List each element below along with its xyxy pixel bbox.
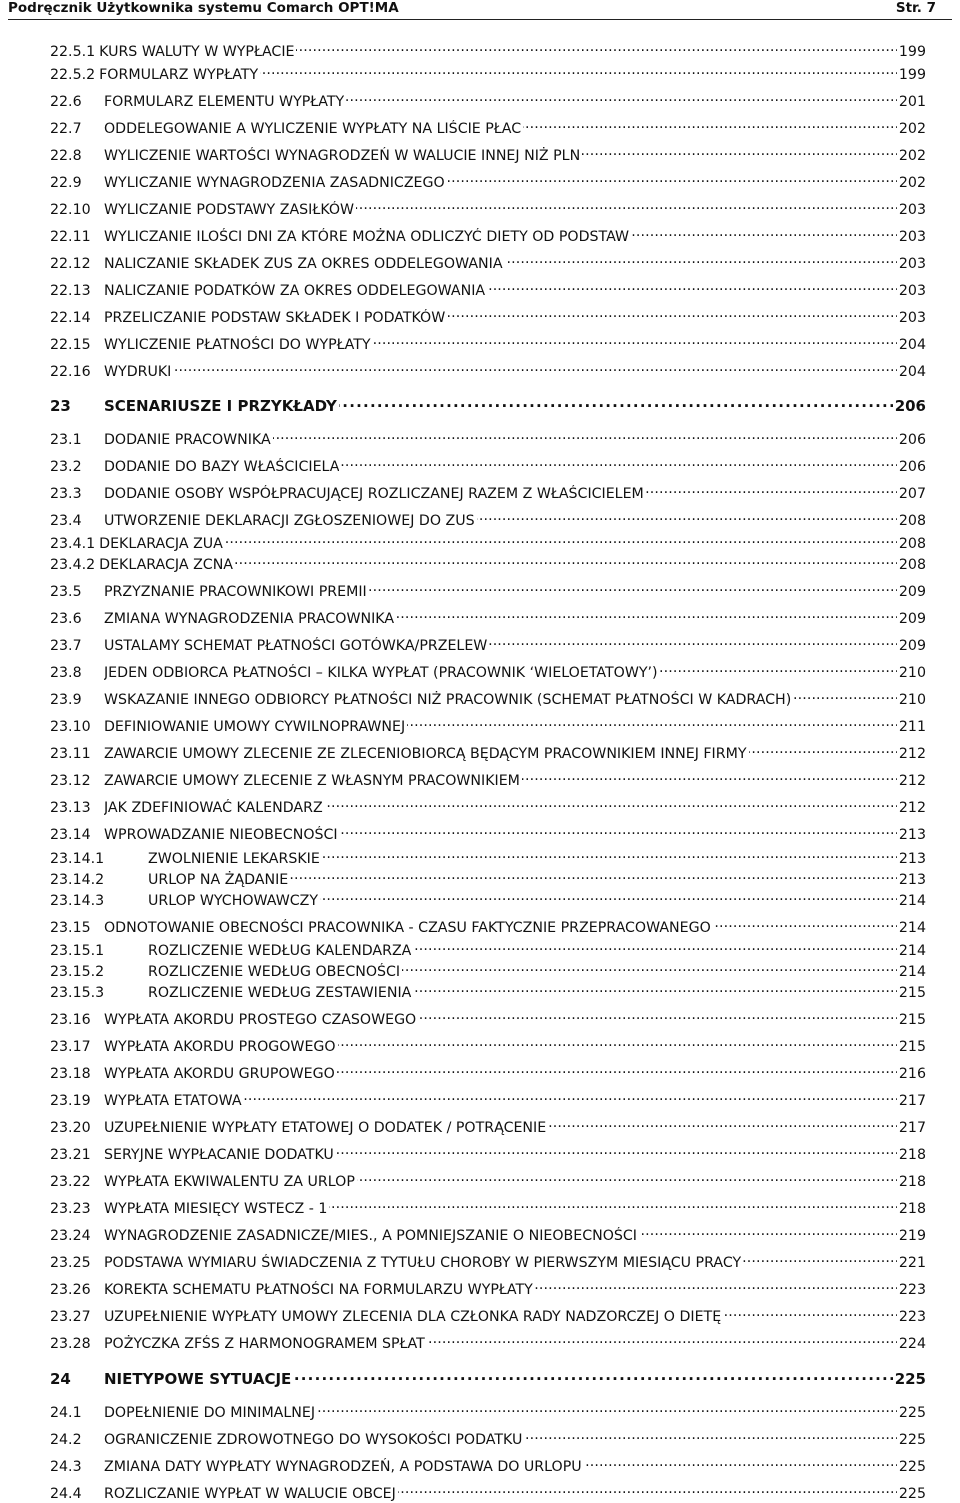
toc-entry-title: WYPŁATA AKORDU GRUPOWEGO xyxy=(104,1066,335,1082)
toc-entry-title: SERYJNE WYPŁACANIE DODATKU xyxy=(104,1147,334,1163)
toc-entry-number: 22.8 xyxy=(50,148,82,164)
toc-entry-page: 214 xyxy=(898,893,926,909)
toc-entry-title: WYPŁATA AKORDU PROGOWEGO xyxy=(104,1039,336,1055)
toc-entry-page: 209 xyxy=(898,584,926,600)
toc-entry-number: 23.26 xyxy=(50,1282,91,1298)
toc-entry-number: 22.11 xyxy=(50,229,91,245)
toc-entry-page: 203 xyxy=(898,310,926,326)
toc-entry[interactable] xyxy=(50,845,926,867)
toc-entry-title: JAK ZDEFINIOWAĆ KALENDARZ xyxy=(104,800,323,816)
toc-entry[interactable] xyxy=(50,551,926,573)
dot-leader xyxy=(660,659,897,677)
dot-leader xyxy=(357,1168,897,1186)
dot-leader xyxy=(396,605,897,623)
toc-entry[interactable] xyxy=(50,1276,926,1298)
toc-entry-number: 23.16 xyxy=(50,1012,91,1028)
toc-entry-number: 23.15 xyxy=(50,920,91,936)
toc-entry-page: 219 xyxy=(898,1228,926,1244)
toc-entry-page: 202 xyxy=(898,121,926,137)
toc-entry-title: PRZELICZANIE PODSTAW SKŁADEK I PODATKÓW xyxy=(104,310,446,326)
toc-entry-number: 23.22 xyxy=(50,1174,91,1190)
toc-entry-page: 209 xyxy=(898,611,926,627)
toc-entry-number: 22.7 xyxy=(50,121,82,137)
toc-entry[interactable] xyxy=(50,659,926,681)
toc-entry-number: 23.3 xyxy=(50,486,82,502)
toc-entry-page: 206 xyxy=(898,459,926,475)
toc-entry[interactable] xyxy=(50,937,926,959)
toc-entry[interactable] xyxy=(50,393,926,415)
toc-entry-page: 209 xyxy=(898,638,926,654)
toc-entry-title: WYDRUKI xyxy=(104,364,172,380)
toc-entry-page: 225 xyxy=(898,1486,926,1502)
toc-entry-page: 225 xyxy=(898,1432,926,1448)
dot-leader xyxy=(296,38,896,56)
toc-entry[interactable] xyxy=(50,1114,926,1136)
toc-entry-page: 212 xyxy=(898,773,926,789)
toc-entry-page: 218 xyxy=(898,1174,926,1190)
toc-entry[interactable] xyxy=(50,426,926,448)
toc-entry[interactable] xyxy=(50,713,926,735)
toc-entry[interactable] xyxy=(50,1087,926,1109)
toc-entry-number: 23.8 xyxy=(50,665,82,681)
dot-leader xyxy=(477,507,897,525)
toc-entry[interactable] xyxy=(50,632,926,654)
toc-entry[interactable] xyxy=(50,1168,926,1190)
toc-entry-title: ZWOLNIENIE LEKARSKIE xyxy=(148,851,320,867)
toc-entry-number: 23.10 xyxy=(50,719,91,735)
toc-entry-title: WYLICZENIE WARTOŚCI WYNAGRODZEŃ W WALUCIE INNEJ NIŻ PLN xyxy=(104,148,581,164)
toc-entry-page: 218 xyxy=(898,1201,926,1217)
toc-entry-page: 215 xyxy=(898,1012,926,1028)
toc-entry[interactable] xyxy=(50,38,926,60)
toc-entry-title: WYNAGRODZENIE ZASADNICZE/MIES., A POMNIEJSZANIE O NIEOBECNOŚCI xyxy=(104,1228,637,1244)
dot-leader xyxy=(338,1033,897,1051)
toc-entry[interactable] xyxy=(50,887,926,909)
toc-entry-number: 23.14.1 xyxy=(50,851,105,867)
toc-entry-title: NALICZANIE SKŁADEK ZUS ZA OKRES ODDELEGOWANIA xyxy=(104,256,503,272)
toc-entry-title: PODSTAWA WYMIARU ŚWIADCZENIA Z TYTUŁU CHOROBY W PIERWSZYM MIESIĄCU PRACY xyxy=(104,1255,742,1271)
dot-leader xyxy=(413,937,897,955)
toc-entry-title: WYLICZANIE ILOŚCI DNI ZA KTÓRE MOŻNA ODLICZYĆ DIETY OD PODSTAW xyxy=(104,229,630,245)
toc-entry-title: ZAWARCIE UMOWY ZLECENIE ZE ZLECENIOBIORCĄ BĘDĄCYM PRACOWNIKIEM INNEJ FIRMY xyxy=(104,746,747,762)
toc-entry-number: 23.7 xyxy=(50,638,82,654)
toc-entry-page: 210 xyxy=(898,665,926,681)
toc-entry-title: WPROWADZANIE NIEOBECNOŚCI xyxy=(104,827,338,843)
toc-entry[interactable] xyxy=(50,1426,926,1448)
toc-entry-number: 23.6 xyxy=(50,611,82,627)
toc-entry-title: POŻYCZKA ZFŚS Z HARMONOGRAMEM SPŁAT xyxy=(104,1336,425,1352)
toc-entry-number: 23.14.2 xyxy=(50,872,105,888)
dot-leader xyxy=(235,551,897,569)
toc-entry-number: 23.2 xyxy=(50,459,82,475)
toc-entry-number: 23.5 xyxy=(50,584,82,600)
dot-leader xyxy=(244,1087,897,1105)
toc-entry-number: 23.12 xyxy=(50,773,91,789)
dot-leader xyxy=(523,115,897,133)
toc-entry-page: 203 xyxy=(898,202,926,218)
toc-entry-title: WYLICZANIE WYNAGRODZENIA ZASADNICZEGO xyxy=(104,175,445,191)
toc-entry-title: WSKAZANIE INNEGO ODBIORCY PŁATNOŚCI NIŻ PRACOWNIK (SCHEMAT PŁATNOŚCI W KADRACH) xyxy=(104,692,792,708)
toc-entry[interactable] xyxy=(50,821,926,843)
toc-entry-number: 23.15.1 xyxy=(50,943,105,959)
toc-entry[interactable] xyxy=(50,1033,926,1055)
toc-entry-title: WYPŁATA ETATOWA xyxy=(104,1093,242,1109)
toc-entry-page: 206 xyxy=(898,432,926,448)
dot-leader xyxy=(639,1222,897,1240)
toc-entry-number: 23.27 xyxy=(50,1309,91,1325)
toc-entry[interactable] xyxy=(50,142,926,164)
dot-leader xyxy=(173,358,897,376)
toc-entry-title: SCENARIUSZE I PRZYKŁADY xyxy=(104,397,337,415)
toc-entry-title: ROZLICZENIE WEDŁUG OBECNOŚCI xyxy=(148,964,401,980)
toc-entry[interactable] xyxy=(50,767,926,789)
toc-entry-page: 214 xyxy=(898,964,926,980)
toc-entry-title: NALICZANIE PODATKÓW ZA OKRES ODDELEGOWANIA xyxy=(104,283,486,299)
toc-entry[interactable] xyxy=(50,250,926,272)
toc-entry-number: 23.25 xyxy=(50,1255,91,1271)
page-number: Str. 7 xyxy=(895,0,936,16)
toc-entry-number: 22.15 xyxy=(50,337,91,353)
toc-entry-title: DODANIE DO BAZY WŁAŚCICIELA xyxy=(104,459,340,475)
toc-entry-page: 217 xyxy=(898,1093,926,1109)
dot-leader xyxy=(723,1303,897,1321)
toc-entry-page: 204 xyxy=(898,337,926,353)
toc-entry[interactable] xyxy=(50,304,926,326)
toc-entry-number: 23.4.2 xyxy=(50,557,96,573)
toc-entry-number: 23.11 xyxy=(50,746,91,762)
toc-entry-page: 224 xyxy=(898,1336,926,1352)
toc-entry[interactable] xyxy=(50,453,926,475)
dot-leader xyxy=(749,740,897,758)
toc-entry-title: PRZYZNANIE PRACOWNIKOWI PREMII xyxy=(104,584,367,600)
toc-entry-page: 213 xyxy=(898,851,926,867)
toc-entry[interactable] xyxy=(50,1006,926,1028)
toc-entry-number: 23.15.2 xyxy=(50,964,105,980)
toc-entry[interactable] xyxy=(50,1480,926,1502)
dot-leader xyxy=(447,304,897,322)
toc-entry-title: ZMIANA DATY WYPŁATY WYNAGRODZEŃ, A PODSTAWA DO URLOPU xyxy=(104,1459,582,1475)
toc-entry[interactable] xyxy=(50,1366,926,1388)
toc-entry-number: 23 xyxy=(50,397,71,415)
toc-entry-number: 22.5.1 xyxy=(50,44,96,60)
dot-leader xyxy=(407,713,897,731)
toc-entry-number: 24.2 xyxy=(50,1432,82,1448)
dot-leader xyxy=(273,426,897,444)
toc-entry-number: 24.4 xyxy=(50,1486,82,1502)
toc-entry-title: DODANIE OSOBY WSPÓŁPRACUJĄCEJ ROZLICZANEJ RAZEM Z WŁAŚCICIELEM xyxy=(104,486,644,502)
toc-entry[interactable] xyxy=(50,480,926,502)
toc-entry-title: UZUPEŁNIENIE WYPŁATY UMOWY ZLECENIA DLA CZŁONKA RADY NADZORCZEJ O DIETĘ xyxy=(104,1309,722,1325)
toc-entry[interactable] xyxy=(50,1060,926,1082)
toc-entry-number: 24 xyxy=(50,1370,71,1388)
toc-entry-title: FORMULARZ WYPŁATY xyxy=(99,67,259,83)
toc-entry-title: ROZLICZENIE WEDŁUG ZESTAWIENIA xyxy=(148,985,412,1001)
toc-entry-page: 225 xyxy=(898,1459,926,1475)
toc-entry-title: KURS WALUTY W WYPŁACIE xyxy=(99,44,295,60)
toc-entry[interactable] xyxy=(50,1195,926,1217)
dot-leader xyxy=(290,866,897,884)
toc-entry-page: 203 xyxy=(898,256,926,272)
toc-entry-title: ROZLICZENIE WEDŁUG KALENDARZA xyxy=(148,943,412,959)
toc-entry-page: 202 xyxy=(898,148,926,164)
toc-entry-page: 203 xyxy=(898,229,926,245)
toc-entry-number: 22.14 xyxy=(50,310,91,326)
toc-entry-number: 23.17 xyxy=(50,1039,91,1055)
dot-leader xyxy=(413,979,897,997)
dot-leader xyxy=(584,1453,897,1471)
dot-leader xyxy=(522,767,897,785)
toc-entry-title: DOPEŁNIENIE DO MINIMALNEJ xyxy=(104,1405,316,1421)
dot-leader xyxy=(402,958,897,976)
dot-leader xyxy=(325,794,897,812)
toc-entry-number: 23.9 xyxy=(50,692,82,708)
toc-entry-number: 23.24 xyxy=(50,1228,91,1244)
dot-leader xyxy=(548,1114,897,1132)
toc-entry-page: 215 xyxy=(898,1039,926,1055)
dot-leader xyxy=(356,196,897,214)
toc-entry[interactable] xyxy=(50,61,926,83)
toc-entry-page: 207 xyxy=(898,486,926,502)
page-header xyxy=(8,0,952,20)
toc-entry-page: 204 xyxy=(898,364,926,380)
toc-entry-page: 214 xyxy=(898,943,926,959)
toc-entry-title: NIETYPOWE SYTUACJE xyxy=(104,1370,292,1388)
toc-entry-title: URLOP WYCHOWAWCZY xyxy=(148,893,319,909)
toc-entry[interactable] xyxy=(50,1249,926,1271)
dot-leader xyxy=(260,61,897,79)
toc-entry-number: 23.21 xyxy=(50,1147,91,1163)
toc-entry-number: 24.3 xyxy=(50,1459,82,1475)
dot-leader xyxy=(293,1366,892,1384)
dot-leader xyxy=(646,480,897,498)
toc-entry-page: 216 xyxy=(898,1066,926,1082)
toc-entry-page: 221 xyxy=(898,1255,926,1271)
toc-entry-number: 22.16 xyxy=(50,364,91,380)
dot-leader xyxy=(337,1060,897,1078)
toc-entry-title: DEKLARACJA ZUA xyxy=(99,536,223,552)
toc-entry-title: WYLICZENIE PŁATNOŚCI DO WYPŁATY xyxy=(104,337,371,353)
toc-entry[interactable] xyxy=(50,196,926,218)
toc-entry-title: WYLICZANIE PODSTAWY ZASIŁKÓW xyxy=(104,202,355,218)
toc-entry-page: 212 xyxy=(898,746,926,762)
dot-leader xyxy=(524,1426,897,1444)
toc-entry-number: 22.6 xyxy=(50,94,82,110)
toc-entry-page: 223 xyxy=(898,1282,926,1298)
toc-entry[interactable] xyxy=(50,115,926,137)
toc-entry[interactable] xyxy=(50,1303,926,1325)
toc-entry-page: 213 xyxy=(898,872,926,888)
toc-entry-number: 23.18 xyxy=(50,1066,91,1082)
toc-entry[interactable] xyxy=(50,331,926,353)
toc-entry-page: 203 xyxy=(898,283,926,299)
toc-entry-number: 23.14.3 xyxy=(50,893,105,909)
toc-entry-title: USTALAMY SCHEMAT PŁATNOŚCI GOTÓWKA/PRZELEW xyxy=(104,638,488,654)
dot-leader xyxy=(329,1195,896,1213)
toc-entry-title: ZMIANA WYNAGRODZENIA PRACOWNIKA xyxy=(104,611,395,627)
dot-leader xyxy=(346,88,897,106)
toc-entry[interactable] xyxy=(50,1141,926,1163)
toc-entry-title: WYPŁATA EKWIWALENTU ZA URLOP xyxy=(104,1174,355,1190)
toc-entry-title: FORMULARZ ELEMENTU WYPŁATY xyxy=(104,94,345,110)
dot-leader xyxy=(631,223,897,241)
toc-entry-page: 211 xyxy=(898,719,926,735)
toc-entry[interactable] xyxy=(50,358,926,380)
toc-entry-number: 22.5.2 xyxy=(50,67,96,83)
toc-entry[interactable] xyxy=(50,979,926,1001)
toc-entry-title: ROZLICZANIE WYPŁAT W WALUCIE OBCEJ xyxy=(104,1486,396,1502)
dot-leader xyxy=(793,686,897,704)
toc-entry-page: 201 xyxy=(898,94,926,110)
toc-entry-number: 23.4.1 xyxy=(50,536,96,552)
dot-leader xyxy=(427,1330,897,1348)
toc-entry-number: 23.15.3 xyxy=(50,985,105,1001)
toc-entry[interactable] xyxy=(50,169,926,191)
toc-entry-title: ODNOTOWANIE OBECNOŚCI PRACOWNIKA - CZASU FAKTYCZNIE PRZEPRACOWANEGO xyxy=(104,920,711,936)
toc-entry-page: 218 xyxy=(898,1147,926,1163)
toc-entry-title: UTWORZENIE DEKLARACJI ZGŁOSZENIOWEJ DO ZUS xyxy=(104,513,475,529)
dot-leader xyxy=(336,1141,897,1159)
toc-entry-page: 208 xyxy=(898,557,926,573)
toc-entry[interactable] xyxy=(50,958,926,980)
dot-leader xyxy=(487,277,897,295)
toc-entry-title: ZAWARCIE UMOWY ZLECENIE Z WŁASNYM PRACOWNIKIEM xyxy=(104,773,520,789)
dot-leader xyxy=(322,845,897,863)
dot-leader xyxy=(225,530,897,548)
dot-leader xyxy=(339,393,893,411)
toc-entry-title: OGRANICZENIE ZDROWOTNEGO DO WYSOKOŚCI PODATKU xyxy=(104,1432,523,1448)
toc-entry-number: 23.28 xyxy=(50,1336,91,1352)
toc-entry[interactable] xyxy=(50,866,926,888)
toc-entry[interactable] xyxy=(50,578,926,600)
toc-entry-number: 23.20 xyxy=(50,1120,91,1136)
toc-entry-title: DEKLARACJA ZCNA xyxy=(99,557,234,573)
dot-leader xyxy=(373,331,897,349)
dot-leader xyxy=(317,1399,897,1417)
dot-leader xyxy=(447,169,897,187)
toc-entry-page: 210 xyxy=(898,692,926,708)
toc-entry[interactable] xyxy=(50,1330,926,1352)
dot-leader xyxy=(489,632,897,650)
toc-entry[interactable] xyxy=(50,88,926,110)
toc-entry[interactable] xyxy=(50,1399,926,1421)
toc-entry-page: 208 xyxy=(898,536,926,552)
dot-leader xyxy=(320,887,897,905)
toc-entry-number: 24.1 xyxy=(50,1405,82,1421)
toc-entry-number: 22.12 xyxy=(50,256,91,272)
toc-entry-title: DODANIE PRACOWNIKA xyxy=(104,432,271,448)
toc-entry-title: WYPŁATA MIESIĘCY WSTECZ - 1 xyxy=(104,1201,328,1217)
toc-entry-page: 214 xyxy=(898,920,926,936)
toc-entry[interactable] xyxy=(50,530,926,552)
toc-entry-number: 22.9 xyxy=(50,175,82,191)
toc-entry[interactable] xyxy=(50,605,926,627)
document-title: Podręcznik Użytkownika systemu Comarch OPT!MA xyxy=(8,0,399,16)
dot-leader xyxy=(713,914,897,932)
dot-leader xyxy=(369,578,897,596)
toc-entry-page: 202 xyxy=(898,175,926,191)
toc-entry-title: KOREKTA SCHEMATU PŁATNOŚCI NA FORMULARZU WYPŁATY xyxy=(104,1282,533,1298)
toc-entry[interactable] xyxy=(50,277,926,299)
toc-entry-page: 213 xyxy=(898,827,926,843)
toc-entry-page: 215 xyxy=(898,985,926,1001)
toc-entry-number: 23.1 xyxy=(50,432,82,448)
toc-entry-number: 23.4 xyxy=(50,513,82,529)
toc-entry[interactable] xyxy=(50,1222,926,1244)
dot-leader xyxy=(743,1249,897,1267)
toc-entry-number: 23.13 xyxy=(50,800,91,816)
toc-entry-title: ODDELEGOWANIE A WYLICZENIE WYPŁATY NA LIŚCIE PŁAC xyxy=(104,121,522,137)
toc-entry-title: DEFINIOWANIE UMOWY CYWILNOPRAWNEJ xyxy=(104,719,406,735)
dot-leader xyxy=(418,1006,897,1024)
toc-entry-title: JEDEN ODBIORCA PŁATNOŚCI – KILKA WYPŁAT (PRACOWNIK ‘WIELOETATOWY’) xyxy=(104,665,658,681)
toc-entry[interactable] xyxy=(50,686,926,708)
dot-leader xyxy=(582,142,897,160)
toc-entry-page: 223 xyxy=(898,1309,926,1325)
toc-entry-title: URLOP NA ŻĄDANIE xyxy=(148,872,289,888)
toc-entry-page: 217 xyxy=(898,1120,926,1136)
toc-entry-number: 23.19 xyxy=(50,1093,91,1109)
toc-entry-page: 225 xyxy=(894,1370,926,1388)
toc-entry[interactable] xyxy=(50,1453,926,1475)
dot-leader xyxy=(341,453,896,471)
toc-entry-number: 23.14 xyxy=(50,827,91,843)
toc-entry[interactable] xyxy=(50,740,926,762)
toc-entry-page: 199 xyxy=(898,67,926,83)
toc-entry[interactable] xyxy=(50,507,926,529)
dot-leader xyxy=(535,1276,897,1294)
toc-entry-number: 22.10 xyxy=(50,202,91,218)
toc-entry[interactable] xyxy=(50,914,926,936)
dot-leader xyxy=(505,250,897,268)
toc-entry-page: 199 xyxy=(898,44,926,60)
toc-entry-number: 23.23 xyxy=(50,1201,91,1217)
toc-entry-page: 225 xyxy=(898,1405,926,1421)
toc-entry-title: WYPŁATA AKORDU PROSTEGO CZASOWEGO xyxy=(104,1012,417,1028)
toc-entry[interactable] xyxy=(50,794,926,816)
toc-entry-page: 206 xyxy=(894,397,926,415)
toc-entry-page: 208 xyxy=(898,513,926,529)
toc-entry-page: 212 xyxy=(898,800,926,816)
toc-entry-title: UZUPEŁNIENIE WYPŁATY ETATOWEJ O DODATEK / POTRĄCENIE xyxy=(104,1120,547,1136)
toc-entry-number: 22.13 xyxy=(50,283,91,299)
dot-leader xyxy=(398,1480,897,1498)
dot-leader xyxy=(340,821,897,839)
toc-entry[interactable] xyxy=(50,223,926,245)
